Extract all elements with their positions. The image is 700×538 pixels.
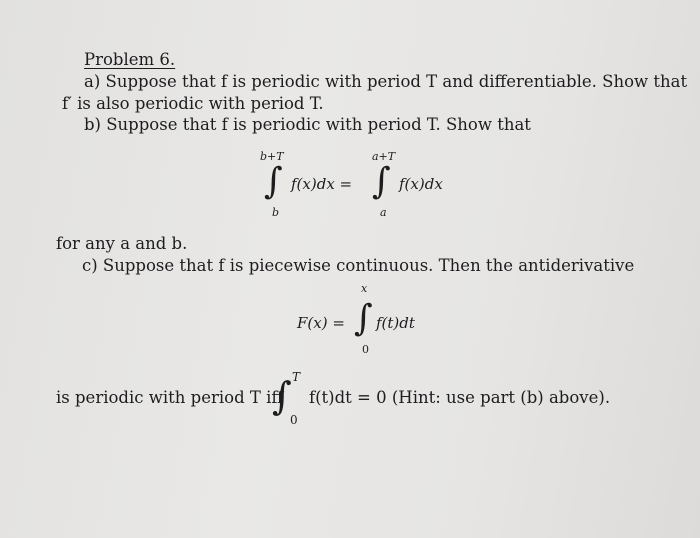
part-b-line-1: b) Suppose that f is periodic with period T. Show that <box>84 115 531 134</box>
antiderivative-upper-limit: x <box>361 282 368 295</box>
right-integrand: f(x)dx <box>399 175 443 193</box>
antiderivative-lower-limit: 0 <box>362 343 369 356</box>
period-integral-lower-limit: 0 <box>290 413 298 427</box>
part-a-line-2: f′ is also periodic with period T. <box>62 94 324 113</box>
part-b-line-2: for any a and b. <box>56 234 188 253</box>
right-integral-lower-limit: a <box>380 206 387 219</box>
period-integral-sign: ∫ <box>272 374 292 418</box>
antiderivative-lhs: F(x) = <box>297 314 345 332</box>
left-integrand: f(x)dx = <box>291 175 353 193</box>
left-integral-sign: ∫ <box>264 161 283 202</box>
period-integral-upper-limit: T <box>292 370 301 384</box>
right-integral-upper-limit: a+T <box>372 150 396 163</box>
part-c-line-1: c) Suppose that f is piecewise continuous. Then the antiderivative <box>82 256 635 275</box>
antiderivative-integral-sign: ∫ <box>354 298 373 339</box>
problem-title: Problem 6. <box>84 50 176 69</box>
left-integral-upper-limit: b+T <box>260 150 284 163</box>
right-integral-sign: ∫ <box>372 161 391 202</box>
part-c-line-2-suffix: f(t)dt = 0 (Hint: use part (b) above). <box>309 388 611 407</box>
antiderivative-integrand: f(t)dt <box>376 314 415 332</box>
part-c-line-2-prefix: is periodic with period T iff <box>56 388 284 407</box>
left-integral-lower-limit: b <box>272 206 280 219</box>
part-a-line-1: a) Suppose that f is periodic with period T and differentiable. Show that <box>84 72 688 91</box>
